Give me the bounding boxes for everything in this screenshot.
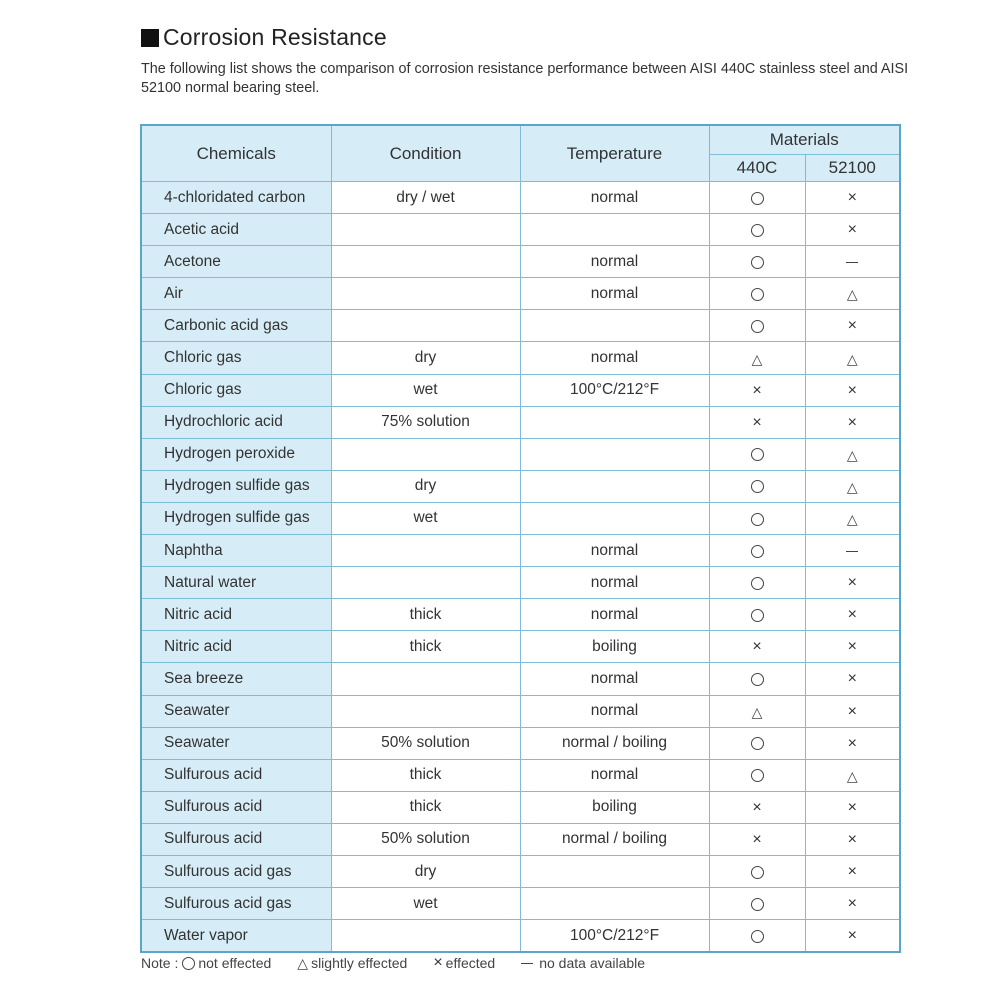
temperature-cell (520, 406, 709, 438)
page-title: Corrosion Resistance (163, 24, 387, 50)
corrosion-table (140, 124, 901, 953)
rating-440c-cell (709, 567, 805, 599)
triangle-icon: △ (846, 767, 858, 784)
table-row (141, 535, 900, 567)
table-row (141, 342, 900, 374)
legend-effected-text: effected (445, 955, 496, 971)
chemical-cell: Hydrochloric acid (141, 406, 331, 438)
chemical-cell: Nitric acid (141, 599, 331, 631)
triangle-icon: △ (846, 446, 858, 463)
temperature-cell: boiling (520, 631, 709, 663)
temperature-cell: normal (520, 182, 709, 214)
circle-icon (751, 898, 764, 911)
temperature-cell: normal (520, 342, 709, 374)
x-mark-icon: × (847, 895, 857, 913)
temperature-cell: normal (520, 278, 709, 310)
rating-52100-cell (805, 663, 900, 695)
rating-52100-cell (805, 759, 900, 791)
legend-note (141, 955, 671, 971)
rating-52100-cell (805, 246, 900, 278)
table-row (141, 888, 900, 920)
x-mark-icon: × (847, 221, 857, 239)
header-chemicals: Chemicals (141, 125, 331, 182)
header-440c: 440C (709, 155, 805, 182)
rating-52100-cell (805, 342, 900, 374)
legend-not-effected-text: not effected (198, 955, 272, 971)
table-body (141, 182, 900, 953)
intro-text: The following list shows the comparison of corrosion resistance performance between AISI 440C stainless steel and AISI 52100 normal bearing steel. (141, 61, 909, 96)
table-row (141, 599, 900, 631)
table-row (141, 567, 900, 599)
rating-52100-cell (805, 599, 900, 631)
condition-cell (331, 535, 520, 567)
chemical-cell: Natural water (141, 567, 331, 599)
temperature-cell (520, 438, 709, 470)
rating-52100-cell (805, 535, 900, 567)
square-bullet-icon (141, 29, 159, 47)
rating-52100-cell (805, 278, 900, 310)
circle-icon (751, 577, 764, 590)
table-row (141, 278, 900, 310)
x-mark-icon: × (847, 381, 857, 399)
chemical-cell: Nitric acid (141, 631, 331, 663)
x-mark-icon: × (752, 830, 762, 848)
condition-cell: dry (331, 855, 520, 887)
dash-icon (521, 963, 533, 964)
circle-icon (751, 256, 764, 269)
x-mark-icon: × (847, 798, 857, 816)
chemical-cell: Seawater (141, 727, 331, 759)
rating-52100-cell (805, 438, 900, 470)
condition-cell (331, 567, 520, 599)
table-row (141, 374, 900, 406)
note-label: Note : (141, 955, 179, 971)
rating-440c-cell (709, 502, 805, 534)
temperature-cell: normal (520, 759, 709, 791)
header-52100: 52100 (805, 155, 900, 182)
chemical-cell: Air (141, 278, 331, 310)
chemical-cell: Chloric gas (141, 342, 331, 374)
dash-icon (846, 262, 858, 263)
x-mark-icon: × (433, 954, 443, 971)
chemical-cell: Chloric gas (141, 374, 331, 406)
circle-icon (751, 224, 764, 237)
chemical-cell: Sulfurous acid (141, 791, 331, 823)
rating-52100-cell (805, 823, 900, 855)
x-mark-icon: × (752, 413, 762, 431)
header-temperature: Temperature (520, 125, 709, 182)
legend-no-data (521, 955, 645, 971)
triangle-icon: △ (297, 955, 309, 971)
condition-cell (331, 278, 520, 310)
temperature-cell: normal (520, 567, 709, 599)
rating-440c-cell (709, 470, 805, 502)
condition-cell: wet (331, 888, 520, 920)
chemical-cell: 4-chloridated carbon (141, 182, 331, 214)
rating-52100-cell (805, 374, 900, 406)
x-mark-icon: × (847, 574, 857, 592)
rating-440c-cell (709, 888, 805, 920)
temperature-cell: normal (520, 535, 709, 567)
table-row (141, 759, 900, 791)
chemical-cell: Sulfurous acid gas (141, 855, 331, 887)
circle-icon (751, 288, 764, 301)
triangle-icon: △ (846, 511, 858, 528)
circle-icon (751, 192, 764, 205)
circle-icon (751, 545, 764, 558)
triangle-icon: △ (846, 286, 858, 303)
rating-440c-cell (709, 406, 805, 438)
rating-440c-cell (709, 246, 805, 278)
chemical-cell: Hydrogen sulfide gas (141, 502, 331, 534)
rating-440c-cell (709, 695, 805, 727)
rating-52100-cell (805, 567, 900, 599)
triangle-icon: △ (846, 350, 858, 367)
rating-440c-cell (709, 663, 805, 695)
chemical-cell: Seawater (141, 695, 331, 727)
rating-52100-cell (805, 182, 900, 214)
x-mark-icon: × (847, 734, 857, 752)
x-mark-icon: × (847, 606, 857, 624)
chemical-cell: Hydrogen peroxide (141, 438, 331, 470)
condition-cell: thick (331, 599, 520, 631)
table-row (141, 791, 900, 823)
rating-52100-cell (805, 920, 900, 953)
condition-cell: thick (331, 791, 520, 823)
condition-cell: dry / wet (331, 182, 520, 214)
table-row (141, 855, 900, 887)
temperature-cell (520, 855, 709, 887)
condition-cell: dry (331, 470, 520, 502)
circle-icon (751, 448, 764, 461)
condition-cell (331, 214, 520, 246)
header-materials: Materials (709, 125, 900, 155)
legend-not-effected (182, 955, 271, 971)
table-row (141, 214, 900, 246)
table-row (141, 695, 900, 727)
condition-cell: 50% solution (331, 727, 520, 759)
triangle-icon: △ (846, 478, 858, 495)
condition-cell (331, 695, 520, 727)
x-mark-icon: × (752, 798, 762, 816)
x-mark-icon: × (752, 381, 762, 399)
x-mark-icon: × (847, 927, 857, 945)
condition-cell: thick (331, 759, 520, 791)
rating-440c-cell (709, 823, 805, 855)
table-row (141, 727, 900, 759)
condition-cell: 75% solution (331, 406, 520, 438)
rating-440c-cell (709, 214, 805, 246)
table-row (141, 310, 900, 342)
rating-440c-cell (709, 727, 805, 759)
rating-52100-cell (805, 310, 900, 342)
rating-52100-cell (805, 502, 900, 534)
temperature-cell: normal (520, 695, 709, 727)
rating-440c-cell (709, 920, 805, 953)
rating-440c-cell (709, 278, 805, 310)
chemical-cell: Sulfurous acid (141, 823, 331, 855)
temperature-cell: normal / boiling (520, 823, 709, 855)
legend-no-data-text: no data available (539, 955, 646, 971)
circle-icon (751, 866, 764, 879)
chemical-cell: Water vapor (141, 920, 331, 953)
x-mark-icon: × (847, 702, 857, 720)
circle-icon (751, 320, 764, 333)
triangle-icon: △ (751, 703, 763, 720)
circle-icon (751, 609, 764, 622)
x-mark-icon: × (847, 670, 857, 688)
condition-cell (331, 663, 520, 695)
circle-icon (751, 737, 764, 750)
rating-440c-cell (709, 182, 805, 214)
rating-52100-cell (805, 631, 900, 663)
table-row (141, 631, 900, 663)
rating-52100-cell (805, 888, 900, 920)
legend-slightly-effected-text: slightly effected (311, 955, 408, 971)
dash-icon (846, 551, 858, 552)
temperature-cell: boiling (520, 791, 709, 823)
temperature-cell (520, 310, 709, 342)
legend-effected (433, 955, 495, 971)
circle-icon (751, 673, 764, 686)
temperature-cell (520, 888, 709, 920)
rating-440c-cell (709, 438, 805, 470)
x-mark-icon: × (847, 413, 857, 431)
condition-cell: wet (331, 502, 520, 534)
chemical-cell: Sulfurous acid (141, 759, 331, 791)
table-row (141, 470, 900, 502)
rating-52100-cell (805, 727, 900, 759)
table-row (141, 663, 900, 695)
rating-52100-cell (805, 695, 900, 727)
rating-52100-cell (805, 470, 900, 502)
rating-440c-cell (709, 791, 805, 823)
rating-440c-cell (709, 855, 805, 887)
x-mark-icon: × (847, 863, 857, 881)
temperature-cell: normal / boiling (520, 727, 709, 759)
chemical-cell: Sea breeze (141, 663, 331, 695)
legend-slightly-effected (297, 955, 407, 971)
x-mark-icon: × (847, 830, 857, 848)
temperature-cell (520, 214, 709, 246)
x-mark-icon: × (847, 317, 857, 335)
circle-icon (751, 930, 764, 943)
chemical-cell: Naphtha (141, 535, 331, 567)
condition-cell: 50% solution (331, 823, 520, 855)
temperature-cell: normal (520, 246, 709, 278)
rating-52100-cell (805, 791, 900, 823)
temperature-cell (520, 502, 709, 534)
chemical-cell: Hydrogen sulfide gas (141, 470, 331, 502)
chemical-cell: Carbonic acid gas (141, 310, 331, 342)
x-mark-icon: × (847, 638, 857, 656)
rating-52100-cell (805, 214, 900, 246)
table-row (141, 182, 900, 214)
rating-440c-cell (709, 310, 805, 342)
rating-52100-cell (805, 855, 900, 887)
temperature-cell: 100°C/212°F (520, 920, 709, 953)
circle-icon (751, 769, 764, 782)
temperature-cell: 100°C/212°F (520, 374, 709, 406)
chemical-cell: Sulfurous acid gas (141, 888, 331, 920)
condition-cell (331, 246, 520, 278)
condition-cell: dry (331, 342, 520, 374)
temperature-cell: normal (520, 663, 709, 695)
circle-icon (751, 480, 764, 493)
circle-icon (751, 513, 764, 526)
rating-440c-cell (709, 759, 805, 791)
condition-cell: wet (331, 374, 520, 406)
table-row (141, 823, 900, 855)
header-condition: Condition (331, 125, 520, 182)
condition-cell (331, 920, 520, 953)
table-row (141, 438, 900, 470)
table-row (141, 920, 900, 953)
circle-icon (182, 957, 195, 970)
condition-cell: thick (331, 631, 520, 663)
table-row (141, 502, 900, 534)
temperature-cell: normal (520, 599, 709, 631)
chemical-cell: Acetic acid (141, 214, 331, 246)
triangle-icon: △ (751, 350, 763, 367)
table-row (141, 406, 900, 438)
rating-440c-cell (709, 342, 805, 374)
page-heading (141, 24, 387, 51)
rating-440c-cell (709, 599, 805, 631)
rating-52100-cell (805, 406, 900, 438)
x-mark-icon: × (847, 189, 857, 207)
x-mark-icon: × (752, 638, 762, 656)
temperature-cell (520, 470, 709, 502)
chemical-cell: Acetone (141, 246, 331, 278)
rating-440c-cell (709, 631, 805, 663)
condition-cell (331, 438, 520, 470)
table-row (141, 246, 900, 278)
rating-440c-cell (709, 374, 805, 406)
condition-cell (331, 310, 520, 342)
rating-440c-cell (709, 535, 805, 567)
